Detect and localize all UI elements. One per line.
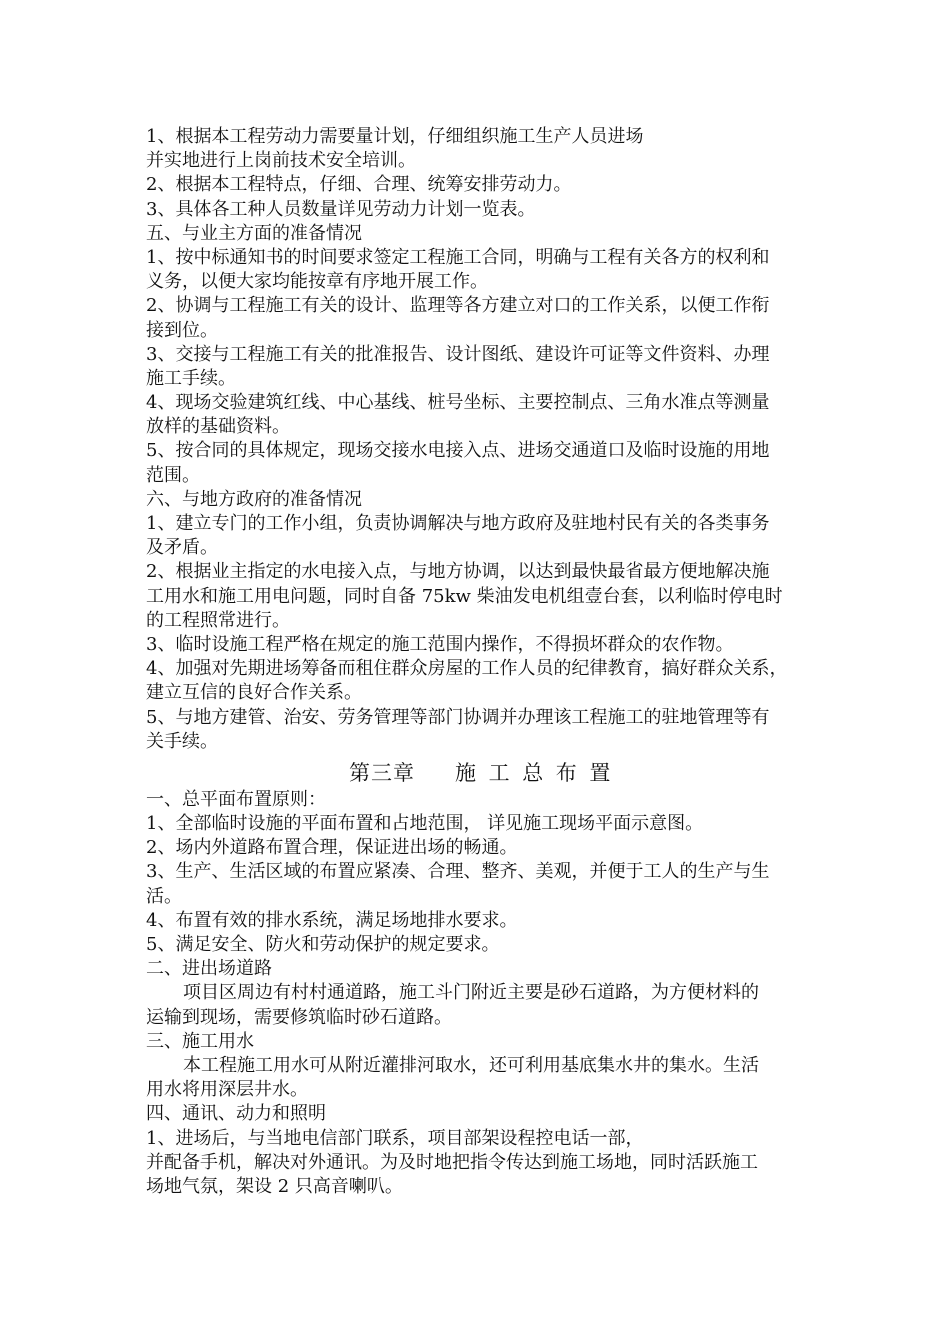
text-line: 施工手续。 xyxy=(146,367,236,389)
text-line: 4、加强对先期进场筹备而租住群众房屋的工作人员的纪律教育，搞好群众关系， xyxy=(146,658,788,680)
chapter-title: 施工总布置 xyxy=(455,760,623,785)
text-line: 5、满足安全、防火和劳动保护的规定要求。 xyxy=(146,934,500,955)
text-line: 并实地进行上岗前技术安全培训。 xyxy=(146,150,416,172)
text-line: 接到位。 xyxy=(146,319,218,341)
text-line: 本工程施工用水可从附近灌排河取水，还可利用基底集水井的集水。生活 xyxy=(183,1054,759,1076)
section-heading: 一、总平面布置原则： xyxy=(146,788,326,810)
section-heading: 五、与业主方面的准备情况 xyxy=(146,222,362,244)
text-line: 1、全部临时设施的平面布置和占地范围， 详见施工现场平面示意图。 xyxy=(146,813,704,835)
text-line: 1、根据本工程劳动力需要量计划，仔细组织施工生产人员进场 xyxy=(146,126,644,147)
section-preparation-lines xyxy=(146,125,826,754)
text-line: 场地气氛，架设 2 只高音喇叭。 xyxy=(146,1175,403,1197)
text-line: 用水将用深层井水。 xyxy=(146,1079,308,1101)
text-line: 2、场内外道路布置合理，保证进出场的畅通。 xyxy=(146,837,518,859)
text-line: 5、与地方建管、治安、劳务管理等部门协调并办理该工程施工的驻地管理等有 xyxy=(146,706,770,728)
text-line: 4、现场交验建筑红线、中心基线、桩号坐标、主要控制点、三角水准点等测量 xyxy=(146,392,770,414)
text-line: 1、进场后，与当地电信部门联系，项目部架设程控电话一部， xyxy=(146,1127,644,1149)
text-line: 3、交接与工程施工有关的批准报告、设计图纸、建设许可证等文件资料、办理 xyxy=(146,343,770,365)
text-line: 1、建立专门的工作小组，负责协调解决与地方政府及驻地村民有关的各类事务 xyxy=(146,513,770,534)
document-body xyxy=(146,125,826,1199)
chapter-heading xyxy=(146,756,826,790)
text-line: 3、具体各工种人员数量详见劳动力计划一览表。 xyxy=(146,198,536,220)
text-line: 范围。 xyxy=(146,464,200,486)
text-line: 2、协调与工程施工有关的设计、监理等各方建立对口的工作关系，以便工作衔 xyxy=(146,295,770,317)
text-line: 3、生产、生活区域的布置应紧凑、合理、整齐、美观，并便于工人的生产与生 xyxy=(146,861,770,883)
text-line: 活。 xyxy=(146,885,182,907)
paragraph-water xyxy=(146,1054,826,1102)
text-line: 运输到现场，需要修筑临时砂石道路。 xyxy=(146,1006,452,1028)
text-line: 2、根据本工程特点，仔细、合理、统筹安排劳动力。 xyxy=(146,174,572,196)
text-line: 2、根据业主指定的水电接入点，与地方协调，以达到最快最省最方便地解决施 xyxy=(146,561,770,583)
text-line: 义务，以便大家均能按章有序地开展工作。 xyxy=(146,271,488,293)
text-line: 关手续。 xyxy=(146,730,218,752)
text-line: 的工程照常进行。 xyxy=(146,609,290,631)
text-line: 放样的基础资料。 xyxy=(146,416,290,438)
text-line: 工用水和施工用电问题，同时自备 75kw 柴油发电机组壹台套，以利临时停电时 xyxy=(146,585,783,607)
paragraph-roads xyxy=(146,981,826,1029)
section-heading: 二、进出场道路 xyxy=(146,958,272,980)
text-line: 并配备手机，解决对外通讯。为及时地把指令传达到施工场地，同时活跃施工 xyxy=(146,1151,758,1173)
section-heading: 四、通讯、动力和照明 xyxy=(146,1103,326,1125)
chapter-number: 第三章 xyxy=(349,760,415,785)
text-line: 4、布置有效的排水系统，满足场地排水要求。 xyxy=(146,909,518,931)
paragraph-communication xyxy=(146,1127,826,1200)
text-line: 项目区周边有村村通道路，施工斗门附近主要是砂石道路，为方便材料的 xyxy=(183,982,759,1004)
section-heading: 三、施工用水 xyxy=(146,1030,254,1052)
section-heading: 六、与地方政府的准备情况 xyxy=(146,488,362,510)
text-line: 建立互信的良好合作关系。 xyxy=(146,682,362,704)
text-line: 5、按合同的具体规定，现场交接水电接入点、进场交通道口及临时设施的用地 xyxy=(146,440,770,462)
text-line: 3、临时设施工程严格在规定的施工范围内操作，不得损坏群众的农作物。 xyxy=(146,633,734,655)
section-layout-lines xyxy=(146,788,826,982)
text-line: 及矛盾。 xyxy=(146,537,218,559)
text-line: 1、按中标通知书的时间要求签定工程施工合同，明确与工程有关各方的权利和 xyxy=(146,246,770,268)
